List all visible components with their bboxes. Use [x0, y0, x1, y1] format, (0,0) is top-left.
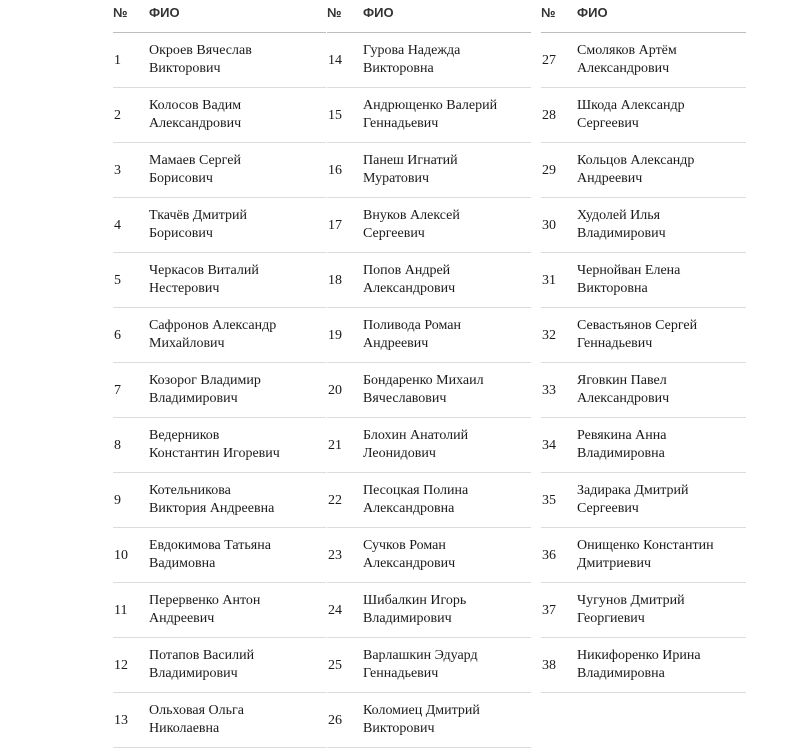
table-row — [327, 253, 531, 308]
table-row — [327, 88, 531, 143]
table-row — [327, 583, 531, 638]
person-name: Севастьянов Сергей Геннадьевич — [577, 318, 698, 351]
row-number: 27 — [542, 53, 556, 68]
table-header — [327, 0, 531, 33]
row-number: 36 — [542, 548, 556, 563]
person-name: Сучков Роман Александрович — [363, 538, 456, 571]
table-row — [327, 363, 531, 418]
table-row — [113, 473, 326, 528]
row-number: 9 — [114, 493, 121, 508]
row-number: 30 — [542, 218, 556, 233]
row-number: 19 — [328, 328, 342, 343]
row-number: 18 — [328, 273, 342, 288]
row-number: 29 — [542, 163, 556, 178]
row-number: 1 — [114, 53, 121, 68]
table-row — [327, 308, 531, 363]
row-number: 32 — [542, 328, 556, 343]
person-name: Мамаев Сергей Борисович — [149, 153, 241, 186]
table-row — [541, 528, 746, 583]
person-name: Козорог Владимир Владимирович — [149, 373, 261, 406]
table-header — [541, 0, 746, 33]
person-name: Ткачёв Дмитрий Борисович — [149, 208, 247, 241]
row-number: 14 — [328, 53, 342, 68]
person-name: Перервенко Антон Андреевич — [149, 593, 261, 626]
table-row — [327, 143, 531, 198]
person-name: Окроев Вячеслав Викторович — [149, 43, 252, 76]
person-name: Евдокимова Татьяна Вадимовна — [149, 538, 271, 571]
table-row — [327, 638, 531, 693]
row-number: 37 — [542, 603, 556, 618]
person-name: Шкода Александр Сергеевич — [577, 98, 685, 131]
table-row — [113, 198, 326, 253]
person-name: Песоцкая Полина Александровна — [363, 483, 469, 516]
table-column-1 — [113, 0, 326, 748]
row-number: 31 — [542, 273, 556, 288]
row-number: 6 — [114, 328, 121, 343]
person-name: Поливода Роман Андреевич — [363, 318, 461, 351]
row-number: 21 — [328, 438, 342, 453]
row-number: 34 — [542, 438, 556, 453]
table-row — [327, 198, 531, 253]
person-name: Задирака Дмитрий Сергеевич — [577, 483, 689, 516]
table-row — [113, 418, 326, 473]
person-name: Внуков Алексей Сергеевич — [363, 208, 460, 241]
person-name: Смоляков Артём Александрович — [577, 43, 677, 76]
table-row — [541, 638, 746, 693]
number-header: № — [327, 5, 342, 20]
name-header: ФИО — [149, 5, 180, 20]
row-number: 20 — [328, 383, 342, 398]
person-name: Ведерников Константин Игоревич — [149, 428, 280, 461]
person-name: Черкасов Виталий Нестерович — [149, 263, 259, 296]
table-row — [541, 33, 746, 88]
row-number: 4 — [114, 218, 121, 233]
person-name: Чернойван Елена Викторовна — [577, 263, 681, 296]
row-number: 26 — [328, 713, 342, 728]
row-number: 25 — [328, 658, 342, 673]
number-header: № — [113, 5, 128, 20]
person-name: Сафронов Александр Михайлович — [149, 318, 277, 351]
person-name: Бондаренко Михаил Вячеславович — [363, 373, 484, 406]
person-name: Потапов Василий Владимирович — [149, 648, 255, 681]
person-name: Колосов Вадим Александрович — [149, 98, 242, 131]
row-number: 11 — [114, 603, 128, 618]
row-number: 15 — [328, 108, 342, 123]
table-row — [541, 198, 746, 253]
row-number: 33 — [542, 383, 556, 398]
person-name: Панеш Игнатий Муратович — [363, 153, 458, 186]
person-name: Блохин Анатолий Леонидович — [363, 428, 469, 461]
row-number: 23 — [328, 548, 342, 563]
table-row — [113, 528, 326, 583]
table-row — [327, 473, 531, 528]
row-number: 8 — [114, 438, 121, 453]
row-number: 22 — [328, 493, 342, 508]
table-row — [113, 638, 326, 693]
table-row — [113, 33, 326, 88]
table-row — [327, 693, 531, 748]
table-column-3 — [541, 0, 746, 693]
person-name: Шибалкин Игорь Владимирович — [363, 593, 467, 626]
row-number: 16 — [328, 163, 342, 178]
row-number: 10 — [114, 548, 128, 563]
table-row — [113, 583, 326, 638]
person-name: Онищенко Константин Дмитриевич — [577, 538, 714, 571]
row-number: 12 — [114, 658, 128, 673]
row-number: 5 — [114, 273, 121, 288]
table-row — [113, 693, 326, 748]
person-name: Ревякина Анна Владимировна — [577, 428, 667, 461]
person-name: Андрющенко Валерий Геннадьевич — [363, 98, 498, 131]
row-number: 13 — [114, 713, 128, 728]
person-name: Кольцов Александр Андреевич — [577, 153, 695, 186]
row-number: 35 — [542, 493, 556, 508]
table-row — [541, 88, 746, 143]
table-row — [541, 418, 746, 473]
person-name: Худолей Илья Владимирович — [577, 208, 666, 241]
table-row — [541, 363, 746, 418]
person-name: Яговкин Павел Александрович — [577, 373, 670, 406]
person-name: Ольховая Ольга Николаевна — [149, 703, 244, 736]
table-row — [113, 253, 326, 308]
person-name: Никифоренко Ирина Владимировна — [577, 648, 701, 681]
table-row — [327, 528, 531, 583]
table-header — [113, 0, 326, 33]
table-row — [541, 253, 746, 308]
table-row — [541, 143, 746, 198]
person-name: Котельникова Виктория Андреевна — [149, 483, 275, 516]
person-name: Гурова Надежда Викторовна — [363, 43, 461, 76]
table-row — [113, 143, 326, 198]
table-row — [541, 308, 746, 363]
table-row — [113, 88, 326, 143]
person-name: Коломиец Дмитрий Викторович — [363, 703, 480, 736]
row-number: 28 — [542, 108, 556, 123]
person-name: Попов Андрей Александрович — [363, 263, 456, 296]
table-row — [113, 363, 326, 418]
row-number: 38 — [542, 658, 556, 673]
row-number: 7 — [114, 383, 121, 398]
row-number: 17 — [328, 218, 342, 233]
person-name: Варлашкин Эдуард Геннадьевич — [363, 648, 478, 681]
name-header: ФИО — [363, 5, 394, 20]
person-name: Чугунов Дмитрий Георгиевич — [577, 593, 685, 626]
row-number: 2 — [114, 108, 121, 123]
table-row — [541, 473, 746, 528]
number-header: № — [541, 5, 556, 20]
table-row — [327, 418, 531, 473]
table-column-2 — [327, 0, 531, 748]
row-number: 24 — [328, 603, 342, 618]
table-row — [327, 33, 531, 88]
row-number: 3 — [114, 163, 121, 178]
table-row — [541, 583, 746, 638]
name-header: ФИО — [577, 5, 608, 20]
table-row — [113, 308, 326, 363]
